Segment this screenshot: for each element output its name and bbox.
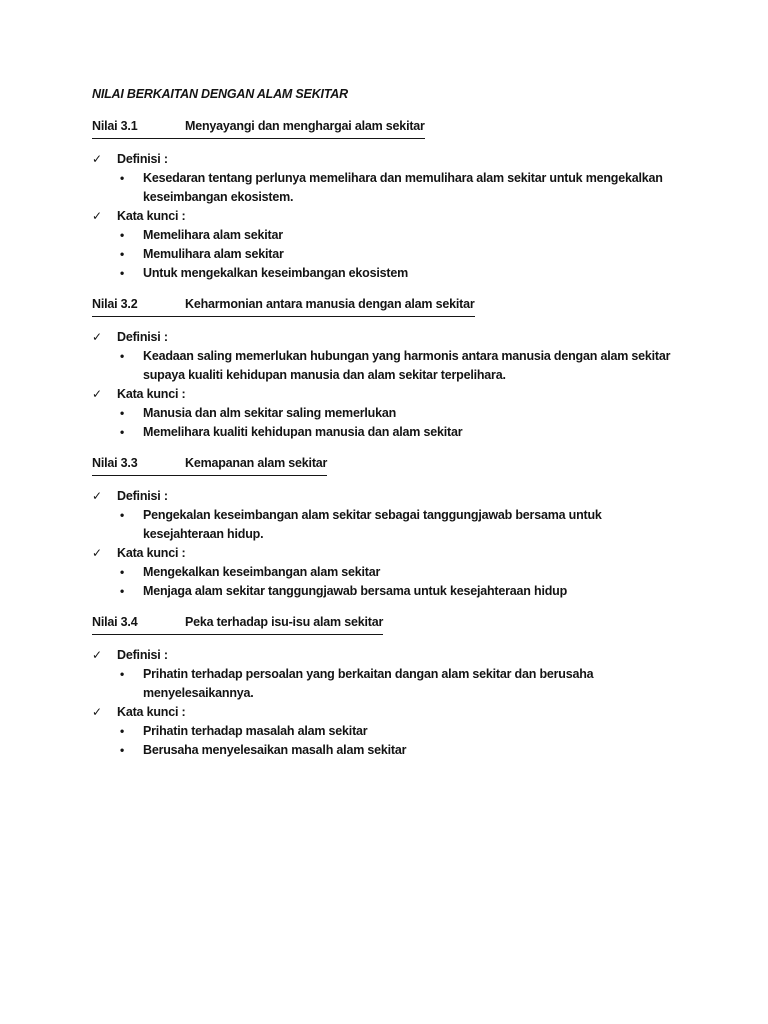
definisi-item: Keadaan saling memerlukan hubungan yang harmonis antara manusia dengan alam sekitar supaya kualiti kehidupan manusia dan alam sekitar terpelihara. [143, 349, 671, 382]
kata-kunci-item: Manusia dan alm sekitar saling memerlukan [143, 406, 397, 420]
definisi-label: Definisi : [117, 648, 168, 662]
kata-kunci-item: Mengekalkan keseimbangan alam sekitar [143, 565, 381, 579]
check-icon: ✓ [92, 152, 102, 166]
kata-kunci-item-row [92, 423, 684, 442]
bullet-icon: • [120, 349, 125, 363]
definisi-label: Definisi : [117, 152, 168, 166]
kata-kunci-row [92, 207, 684, 226]
check-icon: ✓ [92, 209, 102, 223]
section-title: Peka terhadap isu-isu alam sekitar [185, 615, 384, 629]
kata-kunci-item: Prihatin terhadap masalah alam sekitar [143, 724, 368, 738]
definisi-label: Definisi : [117, 489, 168, 503]
definisi-item-row [92, 169, 684, 207]
definisi-item-row [92, 665, 684, 703]
bullet-icon: • [120, 743, 125, 757]
bullet-icon: • [120, 565, 125, 579]
kata-kunci-item-row [92, 226, 684, 245]
check-icon: ✓ [92, 387, 102, 401]
definisi-row [92, 487, 684, 506]
section-nilai-3-2 [92, 295, 684, 442]
kata-kunci-item: Berusaha menyelesaikan masalh alam sekitar [143, 743, 407, 757]
section-number: Nilai 3.3 [92, 456, 138, 470]
bullet-icon: • [120, 508, 125, 522]
definisi-row [92, 328, 684, 347]
section-number: Nilai 3.2 [92, 297, 138, 311]
section-nilai-3-4 [92, 613, 684, 760]
definisi-item: Kesedaran tentang perlunya memelihara dan memulihara alam sekitar untuk mengekalkan keseimbangan ekosistem. [143, 171, 663, 204]
kata-kunci-label: Kata kunci : [117, 387, 186, 401]
bullet-icon: • [120, 266, 125, 280]
kata-kunci-label: Kata kunci : [117, 705, 186, 719]
section-nilai-3-1 [92, 117, 684, 283]
bullet-icon: • [120, 584, 125, 598]
check-icon: ✓ [92, 546, 102, 560]
section-number: Nilai 3.4 [92, 615, 138, 629]
section-title: Kemapanan alam sekitar [185, 456, 328, 470]
kata-kunci-item: Memelihara alam sekitar [143, 228, 283, 242]
kata-kunci-item-row [92, 582, 684, 601]
kata-kunci-item-row [92, 245, 684, 264]
document-title: NILAI BERKAITAN DENGAN ALAM SEKITAR [92, 87, 348, 101]
definisi-item-row [92, 506, 684, 544]
kata-kunci-label: Kata kunci : [117, 546, 186, 560]
section-heading [92, 454, 684, 476]
kata-kunci-item-row [92, 741, 684, 760]
kata-kunci-row [92, 544, 684, 563]
section-nilai-3-3 [92, 454, 684, 601]
kata-kunci-item: Memulihara alam sekitar [143, 247, 284, 261]
bullet-icon: • [120, 667, 125, 681]
bullet-icon: • [120, 171, 125, 185]
bullet-icon: • [120, 724, 125, 738]
definisi-item: Prihatin terhadap persoalan yang berkaitan dangan alam sekitar dan berusaha menyelesaikannya. [143, 667, 594, 700]
check-icon: ✓ [92, 330, 102, 344]
section-title: Menyayangi dan menghargai alam sekitar [185, 119, 425, 133]
section-heading [92, 613, 684, 635]
kata-kunci-item-row [92, 722, 684, 741]
section-heading [92, 117, 684, 139]
definisi-row [92, 646, 684, 665]
definisi-row [92, 150, 684, 169]
kata-kunci-label: Kata kunci : [117, 209, 186, 223]
section-title: Keharmonian antara manusia dengan alam sekitar [185, 297, 475, 311]
definisi-item: Pengekalan keseimbangan alam sekitar sebagai tanggungjawab bersama untuk kesejahteraan hidup. [143, 508, 602, 541]
kata-kunci-item-row [92, 404, 684, 423]
check-icon: ✓ [92, 705, 102, 719]
section-number: Nilai 3.1 [92, 119, 138, 133]
bullet-icon: • [120, 425, 125, 439]
section-heading [92, 295, 684, 317]
kata-kunci-row [92, 385, 684, 404]
kata-kunci-item: Menjaga alam sekitar tanggungjawab bersama untuk kesejahteraan hidup [143, 584, 568, 598]
kata-kunci-row [92, 703, 684, 722]
bullet-icon: • [120, 247, 125, 261]
bullet-icon: • [120, 406, 125, 420]
bullet-icon: • [120, 228, 125, 242]
kata-kunci-item-row [92, 563, 684, 582]
check-icon: ✓ [92, 489, 102, 503]
definisi-item-row [92, 347, 684, 385]
check-icon: ✓ [92, 648, 102, 662]
kata-kunci-item-row [92, 264, 684, 283]
definisi-label: Definisi : [117, 330, 168, 344]
kata-kunci-item: Untuk mengekalkan keseimbangan ekosistem [143, 266, 409, 280]
kata-kunci-item: Memelihara kualiti kehidupan manusia dan alam sekitar [143, 425, 463, 439]
